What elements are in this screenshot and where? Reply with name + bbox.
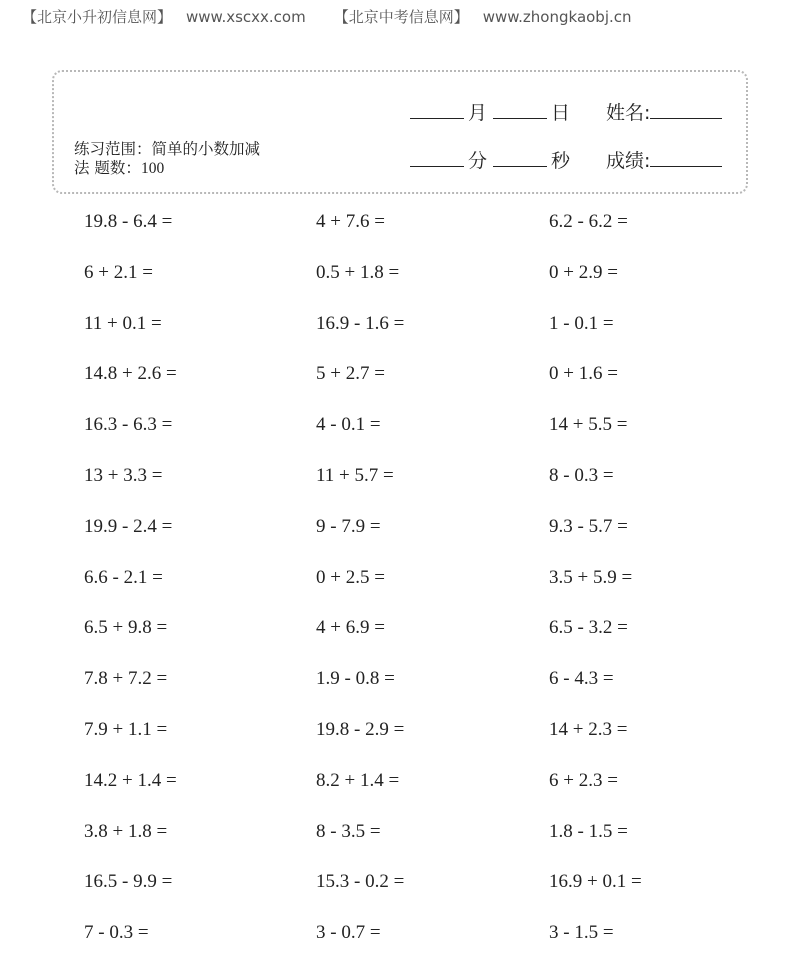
problem-item: 0.5 + 1.8 = [316, 261, 400, 283]
month-blank[interactable] [410, 102, 464, 119]
problem-item: 11 + 0.1 = [84, 312, 162, 334]
problem-item: 1 - 0.1 = [549, 312, 614, 334]
problem-item: 3.5 + 5.9 = [549, 566, 633, 588]
problem-item: 8 - 0.3 = [549, 464, 614, 486]
problem-item: 6.6 - 2.1 = [84, 566, 163, 588]
day-label: 日 [551, 102, 571, 124]
problem-item: 14 + 2.3 = [549, 718, 628, 740]
problem-item: 9 - 7.9 = [316, 515, 381, 537]
problem-item: 8.2 + 1.4 = [316, 769, 400, 791]
site1-url[interactable]: www.xscxx.com [186, 8, 306, 26]
problem-item: 1.8 - 1.5 = [549, 820, 628, 842]
score-label: 成绩: [606, 150, 651, 172]
name-label: 姓名: [606, 102, 651, 124]
problem-item: 16.3 - 6.3 = [84, 414, 173, 436]
problem-item: 1.9 - 0.8 = [316, 668, 395, 690]
problem-item: 7 - 0.3 = [84, 922, 149, 944]
site1-name: 【北京小升初信息网】 [22, 8, 173, 26]
problem-item: 0 + 2.5 = [316, 566, 385, 588]
practice-range [74, 140, 284, 178]
problem-item: 0 + 1.6 = [549, 363, 618, 385]
problem-item: 4 + 7.6 = [316, 211, 385, 232]
problem-item: 16.5 - 9.9 = [84, 871, 173, 893]
range-line2-prefix: 法 题数： [74, 159, 141, 177]
problem-item: 3 - 0.7 = [316, 922, 381, 944]
date-name-row [410, 98, 722, 125]
second-label: 秒 [551, 150, 571, 172]
minute-label: 分 [468, 150, 488, 172]
problem-item: 7.9 + 1.1 = [84, 718, 168, 740]
problem-item: 6 + 2.1 = [84, 261, 153, 283]
problem-item: 3.8 + 1.8 = [84, 820, 168, 842]
site2-url[interactable]: www.zhongkaobj.cn [482, 8, 632, 26]
problem-item: 9.3 - 5.7 = [549, 515, 628, 537]
site2-name: 【北京中考信息网】 [333, 8, 469, 26]
second-blank[interactable] [493, 150, 547, 167]
problem-item: 16.9 + 0.1 = [549, 871, 642, 893]
problem-item: 6.5 + 9.8 = [84, 617, 168, 639]
problem-item: 3 - 1.5 = [549, 922, 614, 944]
range-line2 [74, 159, 284, 178]
problem-item: 15.3 - 0.2 = [316, 871, 405, 893]
problem-item: 19.8 - 2.9 = [316, 718, 405, 740]
problem-item: 6.5 - 3.2 = [549, 617, 628, 639]
problem-item: 7.8 + 7.2 = [84, 668, 168, 690]
problem-item: 6 - 4.3 = [549, 668, 614, 690]
time-score-row [410, 146, 722, 173]
name-blank[interactable] [650, 102, 722, 119]
problem-item: 13 + 3.3 = [84, 464, 163, 486]
problem-item: 6 + 2.3 = [549, 769, 618, 791]
problem-item: 19.8 - 6.4 = [84, 211, 173, 232]
problem-item: 14.8 + 2.6 = [84, 363, 177, 385]
problem-item: 4 - 0.1 = [316, 414, 381, 436]
problem-item: 0 + 2.9 = [549, 261, 618, 283]
problem-item: 14 + 5.5 = [549, 414, 628, 436]
score-blank[interactable] [650, 150, 722, 167]
problem-count: 100 [140, 160, 165, 177]
problem-item: 11 + 5.7 = [316, 464, 394, 486]
month-label: 月 [468, 102, 488, 124]
minute-blank[interactable] [410, 150, 464, 167]
problem-item: 6.2 - 6.2 = [549, 211, 628, 232]
info-box [52, 70, 748, 194]
problem-item: 8 - 3.5 = [316, 820, 381, 842]
problem-item: 14.2 + 1.4 = [84, 769, 177, 791]
problem-item: 5 + 2.7 = [316, 363, 385, 385]
range-line1: 练习范围：简单的小数加减 [74, 140, 261, 158]
day-blank[interactable] [493, 102, 547, 119]
problem-item: 16.9 - 1.6 = [316, 312, 405, 334]
problem-item: 19.9 - 2.4 = [84, 515, 173, 537]
page-header [22, 6, 646, 27]
problem-item: 4 + 6.9 = [316, 617, 385, 639]
